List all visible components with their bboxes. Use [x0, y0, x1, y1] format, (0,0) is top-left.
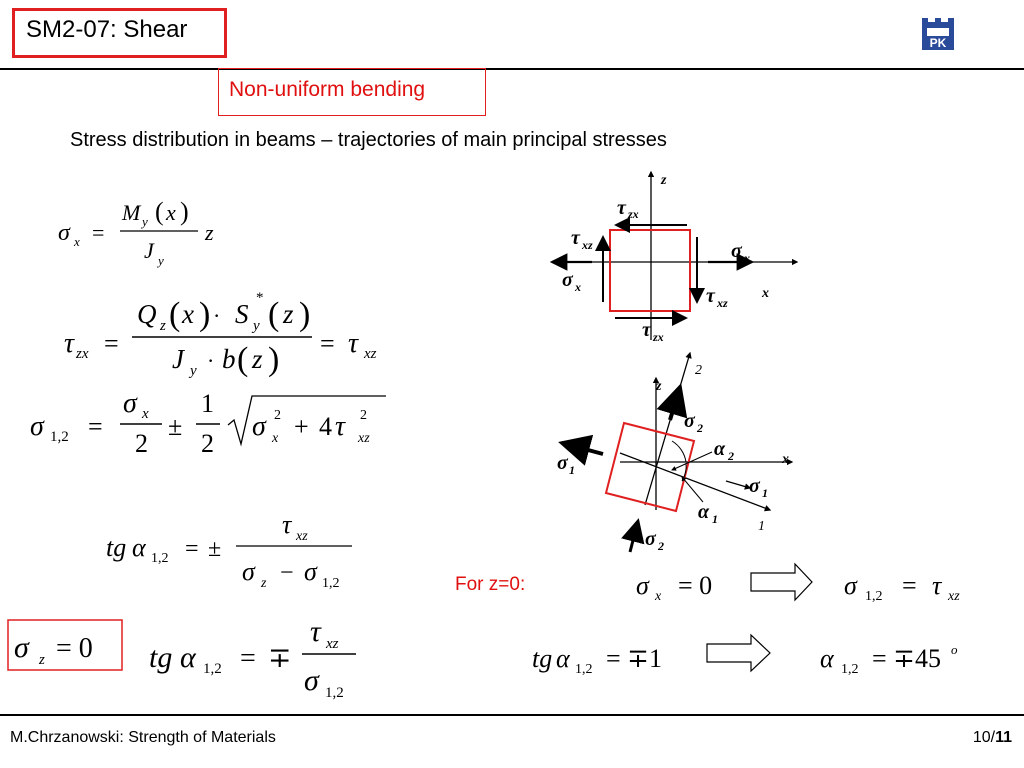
- svg-text:σ: σ: [636, 571, 649, 600]
- svg-text:xz: xz: [364, 346, 377, 362]
- svg-text:1: 1: [762, 486, 768, 500]
- svg-text:=: =: [185, 536, 199, 562]
- svg-text:= ∓45: = ∓45: [872, 644, 941, 673]
- svg-text:·: ·: [207, 348, 215, 373]
- formula-tau-zx: [64, 290, 377, 379]
- svg-text:σ: σ: [30, 411, 44, 442]
- svg-text:= ∓1: = ∓1: [606, 644, 662, 673]
- svg-text:±: ±: [208, 536, 222, 562]
- svg-text:∓: ∓: [268, 643, 292, 674]
- svg-text:z: z: [661, 173, 667, 188]
- svg-text:2: 2: [201, 429, 214, 458]
- svg-text:1,2: 1,2: [322, 576, 340, 591]
- svg-text:σ: σ: [844, 571, 857, 600]
- svg-text:±: ±: [168, 412, 183, 441]
- svg-text:z: z: [283, 299, 294, 329]
- svg-text:z: z: [656, 379, 662, 394]
- svg-text:2: 2: [135, 429, 148, 458]
- svg-text:1,2: 1,2: [203, 661, 222, 677]
- svg-text:): ): [268, 341, 280, 378]
- svg-text:τ: τ: [706, 285, 715, 307]
- svg-text:σ: σ: [684, 410, 695, 432]
- svg-text:σ: σ: [304, 664, 319, 697]
- svg-text:=: =: [902, 571, 917, 600]
- svg-text:zx: zx: [76, 346, 89, 362]
- svg-text:1: 1: [712, 512, 718, 526]
- svg-text:τ: τ: [348, 328, 359, 359]
- svg-text:(: (: [237, 341, 249, 378]
- svg-text:x: x: [142, 406, 149, 422]
- svg-text:xz: xz: [358, 431, 370, 446]
- svg-text:zx: zx: [653, 330, 664, 344]
- svg-text:tg: tg: [532, 644, 553, 673]
- svg-text:2: 2: [695, 363, 702, 378]
- svg-text:σ: σ: [562, 269, 573, 291]
- svg-text:=: =: [240, 643, 256, 674]
- svg-text:=: =: [104, 329, 119, 358]
- svg-text:b: b: [222, 344, 236, 374]
- page-total: 11: [995, 729, 1012, 746]
- svg-text:α: α: [698, 501, 710, 523]
- formula-sigma-z-zero: [14, 631, 93, 668]
- svg-text:σ: σ: [58, 220, 70, 246]
- footer-author: M.Chrzanowski: Strength of Materials: [10, 729, 276, 746]
- svg-text:z: z: [205, 220, 214, 245]
- svg-text:α: α: [180, 641, 196, 674]
- z0-label: For z=0:: [455, 574, 526, 595]
- svg-text:tg: tg: [106, 533, 127, 562]
- svg-text:x: x: [182, 299, 194, 329]
- svg-text:2: 2: [274, 408, 281, 423]
- svg-text:y: y: [142, 214, 148, 229]
- svg-text:=: =: [92, 220, 105, 245]
- z0-equations: [532, 564, 960, 677]
- svg-text:1,2: 1,2: [865, 589, 883, 604]
- svg-text:S: S: [235, 299, 249, 329]
- svg-text:τ: τ: [571, 227, 580, 249]
- principal-element-diagram: [557, 353, 792, 553]
- svg-text:): ): [299, 296, 311, 333]
- svg-text:(: (: [155, 197, 164, 226]
- svg-text:τ: τ: [932, 571, 942, 600]
- svg-text:xz: xz: [326, 636, 339, 652]
- svg-text:τ: τ: [642, 319, 651, 341]
- svg-text:σ: σ: [123, 388, 137, 419]
- svg-text:x: x: [762, 286, 769, 301]
- svg-text:x: x: [575, 280, 581, 294]
- svg-text:1,2: 1,2: [575, 662, 593, 677]
- svg-text:2: 2: [360, 408, 367, 423]
- svg-text:= 0: = 0: [678, 571, 713, 600]
- svg-text:y: y: [253, 318, 260, 334]
- svg-text:α: α: [556, 644, 570, 673]
- svg-text:M: M: [122, 200, 141, 225]
- svg-text:σ: σ: [242, 557, 255, 586]
- svg-text:z: z: [39, 652, 45, 668]
- svg-text:σ: σ: [304, 557, 317, 586]
- svg-text:τ: τ: [282, 510, 292, 539]
- svg-text:= 0: = 0: [56, 633, 93, 664]
- svg-text:1,2: 1,2: [325, 685, 344, 701]
- svg-text:τ: τ: [64, 328, 75, 359]
- stress-element-diagram: [552, 172, 797, 344]
- svg-text:x: x: [166, 200, 176, 225]
- svg-text:(: (: [268, 296, 280, 333]
- svg-text:1,2: 1,2: [50, 429, 69, 445]
- svg-text:=: =: [320, 329, 335, 358]
- svg-text:(: (: [169, 296, 181, 333]
- svg-text:J: J: [172, 344, 184, 374]
- section-subtitle: Non-uniform bending: [229, 78, 426, 101]
- svg-text:x: x: [655, 589, 662, 604]
- svg-text:α: α: [820, 644, 834, 673]
- svg-text:2: 2: [658, 539, 664, 553]
- svg-text:−: −: [280, 560, 294, 586]
- svg-text:o: o: [951, 642, 958, 657]
- svg-text:σ: σ: [749, 475, 760, 497]
- svg-text:σ: σ: [557, 452, 568, 474]
- svg-text:J: J: [144, 238, 154, 263]
- formula-tg-alpha: [106, 510, 352, 591]
- formula-sigma-12: [30, 388, 386, 458]
- svg-text:1,2: 1,2: [151, 551, 169, 566]
- page-current: 10/: [972, 729, 996, 746]
- svg-text:2: 2: [697, 421, 703, 435]
- svg-text:xz: xz: [582, 238, 593, 252]
- svg-text:σ: σ: [14, 631, 29, 664]
- svg-text:·: ·: [213, 303, 221, 328]
- svg-text:α: α: [714, 438, 726, 460]
- svg-text:2: 2: [728, 449, 734, 463]
- svg-text:τ: τ: [310, 615, 321, 648]
- svg-text:σ: σ: [645, 528, 656, 550]
- svg-text:xz: xz: [948, 589, 960, 604]
- svg-text:xz: xz: [296, 529, 308, 544]
- svg-text:1,2: 1,2: [841, 662, 859, 677]
- svg-text:=: =: [88, 412, 103, 441]
- formula-tg-alpha-mp: [149, 615, 356, 701]
- svg-text:x: x: [782, 452, 789, 467]
- slide-title: SM2-07: Shear: [26, 16, 188, 43]
- svg-text:): ): [180, 197, 189, 226]
- formula-sigma-x: [58, 197, 214, 268]
- svg-text:σ: σ: [252, 411, 266, 442]
- svg-text:α: α: [132, 533, 146, 562]
- svg-text:*: *: [256, 290, 264, 306]
- svg-text:1: 1: [758, 519, 765, 534]
- svg-text:x: x: [74, 234, 80, 249]
- logo-text: PK: [929, 36, 947, 50]
- svg-text:Q: Q: [137, 299, 157, 329]
- arrow-right-icon: [707, 635, 770, 671]
- svg-text:+: +: [294, 412, 309, 441]
- svg-text:): ): [199, 296, 211, 333]
- svg-text:z: z: [160, 318, 166, 334]
- svg-text:4: 4: [319, 412, 332, 441]
- svg-text:xz: xz: [717, 296, 728, 310]
- svg-text:y: y: [190, 363, 197, 379]
- svg-text:zx: zx: [628, 207, 639, 221]
- svg-text:z: z: [252, 344, 263, 374]
- svg-text:z: z: [261, 576, 267, 591]
- arrow-right-icon: [751, 564, 812, 600]
- svg-text:1: 1: [201, 389, 214, 418]
- footer-divider: [0, 714, 1024, 716]
- svg-text:x: x: [744, 251, 750, 265]
- page-number: [973, 729, 1012, 747]
- section-heading: Stress distribution in beams – trajectories of main principal stresses: [70, 129, 667, 151]
- svg-text:σ: σ: [731, 240, 742, 262]
- svg-text:x: x: [272, 431, 279, 446]
- svg-text:τ: τ: [335, 411, 346, 442]
- svg-text:1: 1: [569, 463, 575, 477]
- svg-text:y: y: [158, 253, 164, 268]
- svg-text:τ: τ: [617, 197, 626, 219]
- svg-text:tg: tg: [149, 641, 173, 674]
